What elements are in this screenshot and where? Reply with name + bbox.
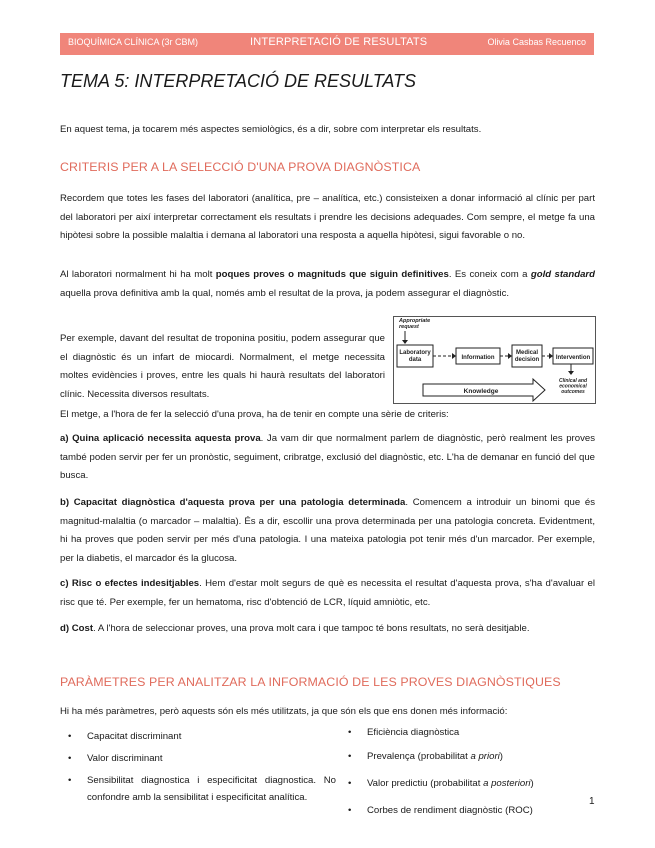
- criterion-d: d) Cost. A l'hora de seleccionar proves, una prova molt cara i que tampoc té bons resultats, no serà desitjable.: [60, 623, 530, 634]
- list-item: • Corbes de rendiment diagnòstic (ROC): [348, 805, 533, 816]
- diagram-information-label: Information: [461, 355, 495, 361]
- list-item: • Valor predictiu (probabilitat a posteriori): [348, 778, 534, 789]
- page-title: TEMA 5: INTERPRETACIÓ DE RESULTATS: [60, 71, 417, 91]
- criterion-b: b) Capacitat diagnòstica d'aquesta prova per una patologia determinada. Comencem a introduir un binomi que és magnitud-malaltia (o marcador – malaltia). És a dir, escollir una prova determinada per una patologia concreta. Evidentment, hi ha proves que poden servir per més d'una patologia. I una mateixa patologia pot tenir més d'un marcador. Per exemple, per la diabetis, el marcador és la glucosa.: [60, 497, 595, 564]
- section-heading-criteria: CRITERIS PER A LA SELECCIÓ D'UNA PROVA DIAGNÒSTICA: [60, 160, 421, 174]
- section-heading-parameters: PARÀMETRES PER ANALITZAR LA INFORMACIÓ DE LES PROVES DIAGNÒSTIQUES: [60, 675, 561, 689]
- lab-information-flow-diagram: [393, 316, 596, 404]
- diagram-decision-label: Medical decision: [514, 350, 540, 363]
- diagram-knowledge-label: Knowledge: [463, 388, 499, 395]
- criterion-a: a) Quina aplicació necessita aquesta prova. Ja vam dir que normalment parlem de diagnòstic, però realment les proves també poden servir per fer un pronòstic, seguiment, cribratge, exclusió del diagnòstic, etc. L'ha de demanar en funció del que busca.: [60, 433, 596, 481]
- diagram-outcomes-label: Clinical and economical outcomes: [558, 378, 588, 395]
- header-author: Olivia Casbas Recuenco: [487, 37, 586, 47]
- list-item: • Valor discriminant: [68, 753, 163, 764]
- list-item: • Eficiència diagnòstica: [348, 727, 460, 738]
- page-number: 1: [589, 796, 595, 807]
- emphasis-gold-standard: gold standard: [530, 269, 595, 280]
- paragraph-lab-phases: Recordem que totes les fases del laboratori (analítica, pre – analítica, etc.) consisteixen a donar informació al clínic per part del laboratori per així interpretar correctament els resultats i prendre les decisions adequades. Com sempre, el metge fa una hipòtesi sobre la possible malaltia i demana al laboratori una resposta a aquella hipòtesi, sigui favorable o no.: [60, 193, 595, 241]
- parameters-intro: Hi ha més paràmetres, però aquests són els més utilitzats, ja que són els que ens donen més informació:: [60, 706, 508, 717]
- criterion-a-label: a) Quina aplicació necessita aquesta prova: [60, 433, 261, 444]
- header-topic: INTERPRETACIÓ DE RESULTATS: [250, 36, 428, 48]
- header-course: BIOQUÍMICA CLÍNICA (3r CBM): [68, 37, 199, 47]
- criterion-b-label: b) Capacitat diagnòstica d'aquesta prova per una patologia determinada: [60, 497, 406, 508]
- criterion-c: c) Risc o efectes indesitjables. Hem d'estar molt segurs de què es necessita el resultat d'aquesta prova, s'ha d'avaluar el risc que té. Per exemple, fer un hematoma, risc d'obtenció de LCR, líquid amniòtic, etc.: [60, 578, 595, 608]
- criterion-d-label: d) Cost: [60, 623, 94, 634]
- paragraph-gold-standard: Al laboratori normalment hi ha molt poques proves o magnituds que siguin definitives. Es coneix com a gold standard aquella prova definitiva amb la qual, només amb el resultat de la prova, ja podem assegurar el diagnòstic.: [60, 269, 595, 299]
- parameter-list-left: [60, 728, 336, 811]
- diagram-intervention-label: Intervention: [555, 355, 591, 361]
- running-header: [60, 33, 594, 55]
- list-item: • Prevalença (probabilitat a priori): [348, 751, 503, 762]
- criterion-c-label: c) Risc o efectes indesitjables: [60, 578, 200, 589]
- parameter-list-right: [340, 724, 590, 819]
- diagram-decision-box: [512, 345, 542, 367]
- paragraph-criteria-intro: El metge, a l'hora de fer la selecció d'una prova, ha de tenir en compte una sèrie de criteris:: [60, 409, 449, 420]
- diagram-request-label: Appropriate request: [399, 318, 431, 330]
- paragraph-troponin-example: Per exemple, davant del resultat de troponina positiu, podem assegurar que el diagnòstic és un infart de miocardi. Normalment, el metge necessita moltes evidències i proves, entre les quals hi haurà resultats del laboratori clínic. Necessita diversos resultats.: [60, 333, 385, 400]
- emphasis-definitive: poques proves o magnituds que siguin definitives: [215, 269, 449, 280]
- intro-paragraph: En aquest tema, ja tocarem més aspectes semiològics, és a dir, sobre com interpretar els resultats.: [60, 124, 482, 135]
- diagram-lab-data-label: Laboratory data: [399, 350, 431, 363]
- list-item: • Capacitat discriminant: [68, 731, 182, 742]
- list-item: • Sensibilitat diagnostica i especificitat diagnostica. No confondre amb la sensibilitat i especificitat analítica.: [68, 775, 336, 803]
- diagram-lab-data-box: [397, 345, 433, 367]
